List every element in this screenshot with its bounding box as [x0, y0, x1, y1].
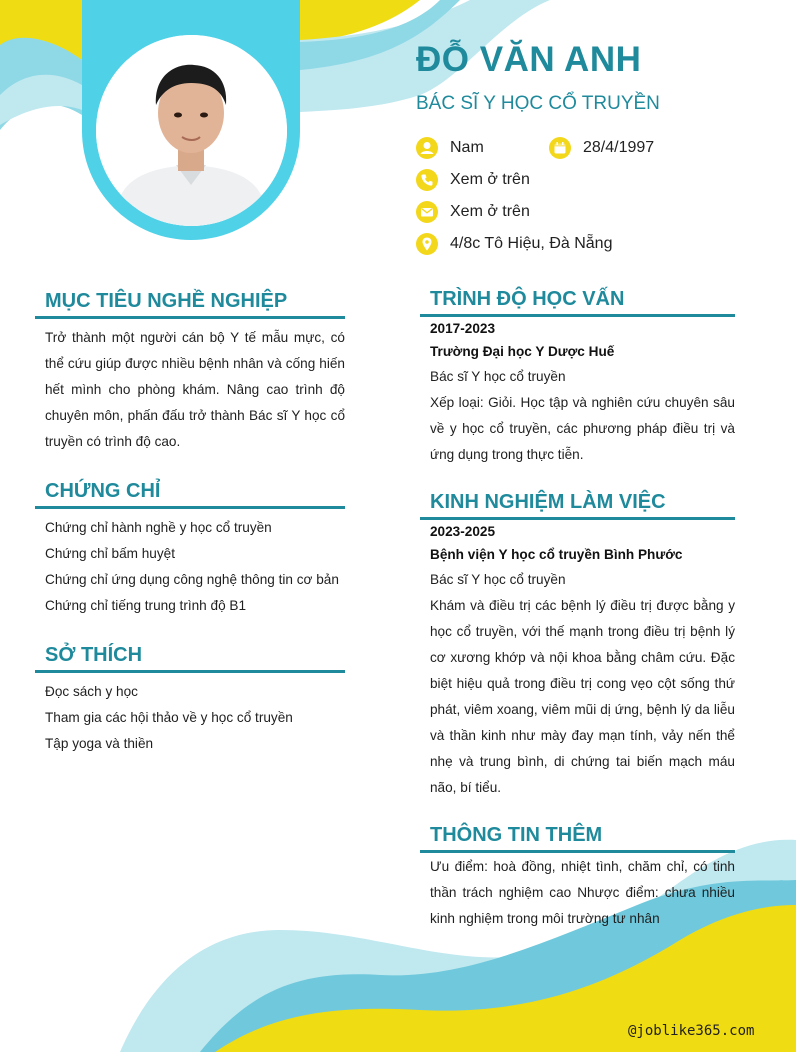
location-icon	[416, 233, 438, 255]
education-description: Xếp loại: Giỏi. Học tập và nghiên cứu chuyên sâu về y học cổ truyền, các phương pháp điều trị và ứng dụng trong thực tiễn.	[430, 395, 735, 462]
list-item: Chứng chỉ bấm huyệt	[45, 546, 176, 561]
additional-info-title: THÔNG TIN THÊM	[430, 824, 603, 846]
education-school: Trường Đại học Y Dược Huế	[430, 344, 615, 359]
education-major: Bác sĩ Y học cổ truyền	[430, 369, 566, 384]
education-title: TRÌNH ĐỘ HỌC VẤN	[430, 288, 625, 310]
watermark: @joblike365.com	[628, 1023, 755, 1039]
person-icon	[416, 137, 438, 159]
email-row	[416, 201, 530, 223]
list-item: Đọc sách y học	[45, 684, 138, 699]
list-item: Chứng chỉ tiếng trung trình độ B1	[45, 598, 247, 613]
profile-photo	[96, 35, 287, 226]
career-objective-text: Trở thành một người cán bộ Y tế mẫu mực, có thể cứu giúp được nhiều bệnh nhân và cống hiến hết mình cho phòng khám. Nâng cao trình độ chuyên môn, phấn đấu trở thành Bác sĩ Y học cổ truyền có trình độ cao.	[45, 330, 345, 449]
hobbies-title: SỞ THÍCH	[45, 644, 143, 666]
section-divider	[35, 316, 345, 319]
list-item: Chứng chỉ ứng dụng công nghệ thông tin cơ bản	[45, 572, 339, 587]
career-objective-title: MỤC TIÊU NGHỀ NGHIỆP	[45, 290, 288, 312]
phone-row	[416, 169, 530, 191]
list-item: Tập yoga và thiền	[45, 736, 154, 751]
candidate-name: ĐỖ VĂN ANH	[416, 40, 642, 79]
experience-period: 2023-2025	[430, 524, 496, 539]
experience-description: Khám và điều trị các bệnh lý điều trị được bằng y học cổ truyền, với thế mạnh trong điều trị bệnh lý cơ xương khớp và nội khoa bằng châm cứu. Đặc biệt hiệu quả trong điều trị cong vẹo cột sống thứ phát, viêm xoang, viêm mũi dị ứng, bệnh lý da liễu và thần kinh như mày đay mạn tính, vảy nến thể nhẹ và trung bình, di chứng tai biến mạch máu não, bí tiểu.	[430, 598, 735, 795]
email-value: Xem ở trên	[450, 203, 530, 220]
email-icon	[416, 201, 438, 223]
experience-title: KINH NGHIỆM LÀM VIỆC	[430, 491, 666, 513]
certificates-title: CHỨNG CHỈ	[45, 480, 161, 502]
job-title: BÁC SĨ Y HỌC CỔ TRUYỀN	[416, 93, 660, 114]
list-item: Chứng chỉ hành nghề y học cổ truyền	[45, 520, 272, 535]
address-row	[416, 233, 612, 255]
birthdate-row	[549, 137, 654, 159]
gender-row	[416, 137, 484, 159]
additional-info-text: Ưu điểm: hoà đồng, nhiệt tình, chăm chỉ, có tinh thần trách nghiệm cao Nhược điểm: chưa nhiều kinh nghiệm trong môi trường tư nhân	[430, 859, 735, 926]
experience-position: Bác sĩ Y học cổ truyền	[430, 572, 566, 587]
section-divider	[420, 850, 735, 853]
experience-company: Bệnh viện Y học cổ truyền Bình Phước	[430, 547, 683, 562]
section-divider	[35, 506, 345, 509]
phone-icon	[416, 169, 438, 191]
section-divider	[35, 670, 345, 673]
list-item: Tham gia các hội thảo về y học cổ truyền	[45, 710, 293, 725]
education-period: 2017-2023	[430, 321, 496, 336]
address-value: 4/8c Tô Hiệu, Đà Nẵng	[450, 235, 613, 252]
calendar-icon	[549, 137, 571, 159]
gender-value: Nam	[450, 139, 484, 156]
phone-value: Xem ở trên	[450, 171, 530, 188]
birthdate-value: 28/4/1997	[583, 139, 655, 156]
